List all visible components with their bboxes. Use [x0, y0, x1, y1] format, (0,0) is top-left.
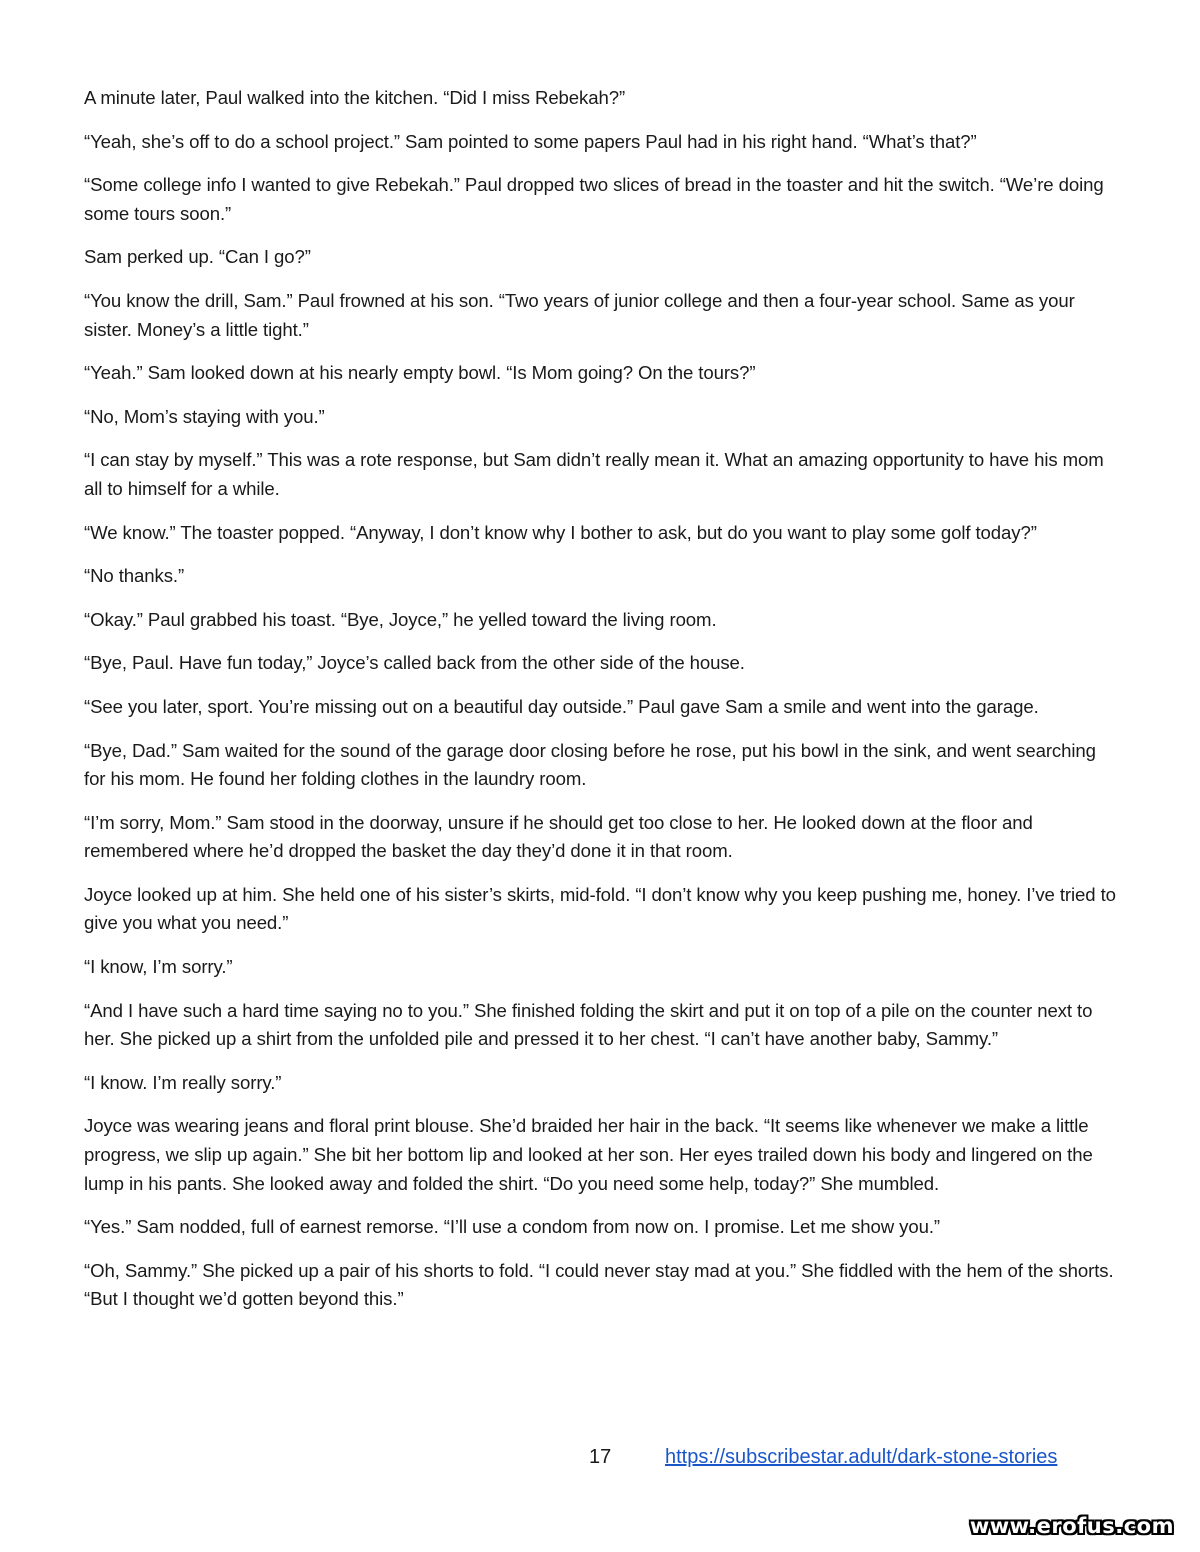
paragraph: Joyce looked up at him. She held one of his sister’s skirts, mid-fold. “I don’t know why you keep pushing me, honey. I’ve tried to give you what you need.”	[84, 883, 1116, 934]
paragraph: Sam perked up. “Can I go?”	[84, 246, 311, 268]
paragraph: “And I have such a hard time saying no to you.” She finished folding the skirt and put it on top of a pile on the counter next to her. She picked up a shirt from the unfolded pile and pressed it to her chest. “I can’t have another baby, Sammy.”	[84, 999, 1093, 1050]
paragraph: “Bye, Dad.” Sam waited for the sound of the garage door closing before he rose, put his bowl in the sink, and went searching for his mom. He found her folding clothes in the laundry room.	[84, 739, 1096, 790]
paragraph: “No thanks.”	[84, 565, 185, 587]
page-footer	[0, 1443, 1200, 1473]
paragraph: “Yes.” Sam nodded, full of earnest remorse. “I’ll use a condom from now on. I promise. Let me show you.”	[84, 1216, 940, 1238]
paragraph: “I’m sorry, Mom.” Sam stood in the doorway, unsure if he should get too close to her. He looked down at the floor and remembered where he’d dropped the basket the day they’d done it in that room.	[84, 811, 1033, 862]
paragraph: A minute later, Paul walked into the kitchen. “Did I miss Rebekah?”	[84, 87, 626, 108]
paragraph: “You know the drill, Sam.” Paul frowned at his son. “Two years of junior college and then a four-year school. Same as your sister. Money’s a little tight.”	[84, 289, 1075, 340]
subscribestar-link[interactable]: https://subscribestar.adult/dark-stone-stories	[665, 1446, 1058, 1468]
paragraph: Joyce was wearing jeans and floral print blouse. She’d braided her hair in the back. “It seems like whenever we make a little progress, we slip up again.” She bit her bottom lip and looked at her son. Her eyes trailed down his body and lingered on the lump in his pants. She looked away and folded the shirt. “Do you need some help, today?” She mumbled.	[84, 1115, 1093, 1194]
document-body	[84, 84, 1120, 1329]
paragraph: “Some college info I wanted to give Rebekah.” Paul dropped two slices of bread in the toaster and hit the switch. “We’re doing some tours soon.”	[84, 174, 1104, 224]
paragraph: “I know, I’m sorry.”	[84, 956, 233, 978]
paragraph: “No, Mom’s staying with you.”	[84, 405, 325, 427]
site-watermark: www.erofus.com	[969, 1514, 1174, 1538]
paragraph: “See you later, sport. You’re missing out on a beautiful day outside.” Paul gave Sam a smile and went into the garage.	[84, 695, 1039, 717]
paragraph: “I can stay by myself.” This was a rote response, but Sam didn’t really mean it. What an amazing opportunity to have his mom all to himself for a while.	[84, 449, 1104, 499]
paragraph: “Yeah, she’s off to do a school project.” Sam pointed to some papers Paul had in his right hand. “What’s that?”	[84, 130, 977, 152]
paragraph: “I know. I’m really sorry.”	[84, 1071, 282, 1093]
paragraph: “Bye, Paul. Have fun today,” Joyce’s called back from the other side of the house.	[84, 652, 745, 674]
paragraph: “Oh, Sammy.” She picked up a pair of his shorts to fold. “I could never stay mad at you.” She fiddled with the hem of the shorts. “But I thought we’d gotten beyond this.”	[84, 1259, 1114, 1310]
paragraph: “Okay.” Paul grabbed his toast. “Bye, Joyce,” he yelled toward the living room.	[84, 608, 717, 630]
paragraph: “Yeah.” Sam looked down at his nearly empty bowl. “Is Mom going? On the tours?”	[84, 362, 756, 384]
paragraph: “We know.” The toaster popped. “Anyway, I don’t know why I bother to ask, but do you want to play some golf today?”	[84, 521, 1037, 543]
page-number: 17	[589, 1446, 612, 1468]
